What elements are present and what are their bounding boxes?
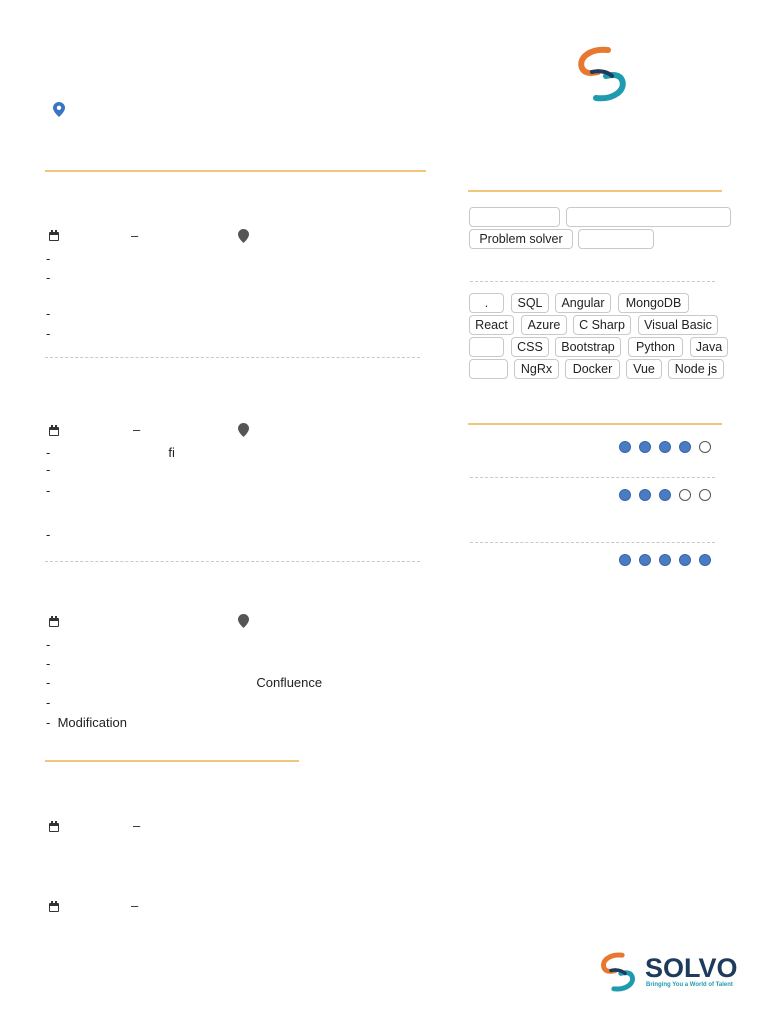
job-1-date-separator: – [131,228,139,243]
calendar-icon [49,903,59,912]
soft-skill-tag [566,207,731,227]
rating-dot-filled [639,489,651,501]
tech-skill-tag: CSS [511,337,549,357]
rating-dot-empty [699,489,711,501]
rating-dot-filled [659,441,671,453]
tech-skill-tag: SQL [511,293,549,313]
list-item: - [46,656,58,671]
rating-dot-filled [639,554,651,566]
list-item: - fi [46,445,175,460]
tech-skill-tag: Bootstrap [555,337,621,357]
solvo-footer-logo-mark [597,951,639,993]
languages-section-rule [468,423,722,425]
calendar-icon [49,427,59,436]
education-2-date-separator: – [131,898,139,913]
calendar-icon [49,823,59,832]
list-item: - [46,695,58,710]
tech-skill-tag: Azure [521,315,567,335]
skills-divider [470,281,715,282]
location-pin-icon [238,614,249,628]
language-rating [619,554,719,568]
rating-dot-filled [679,554,691,566]
language-rating [619,489,719,503]
rating-dot-filled [659,489,671,501]
experience-section-rule [45,170,426,172]
calendar-icon [49,232,59,241]
rating-dot-filled [659,554,671,566]
tech-skill-tag: Visual Basic [638,315,718,335]
footer-tagline: Bringing You a World of Talent [646,982,733,988]
list-item: - [46,483,58,498]
tech-skill-tag: Python [628,337,683,357]
calendar-icon [49,618,59,627]
list-item: - [46,306,58,321]
location-pin-icon [53,102,65,117]
language-rating [619,441,719,455]
rating-dot-empty [699,441,711,453]
education-1-date-separator: – [133,818,141,833]
list-item: - Confluence [46,675,323,690]
tech-skill-tag: MongoDB [618,293,689,313]
rating-dot-filled [639,441,651,453]
skills-section-rule [468,190,722,192]
tech-skill-tag: Vue [626,359,662,379]
footer-brand-name: SOLVO [645,953,738,983]
list-item: - [46,270,58,285]
list-item: - Modification [46,715,127,730]
education-section-rule [45,760,299,762]
list-item: - [46,637,58,652]
tech-skill-tag: C Sharp [573,315,631,335]
list-item: - [46,462,58,477]
job-divider [45,357,420,358]
rating-dot-filled [619,554,631,566]
tech-skill-tag: Angular [555,293,611,313]
job-divider [45,561,420,562]
list-item: - [46,527,58,542]
languages-divider [470,542,715,543]
tech-skill-tag: Node js [668,359,724,379]
soft-skill-tag: Problem solver [469,229,573,249]
soft-skill-tag [469,207,560,227]
soft-skill-tag [578,229,654,249]
solvo-logo-mark [572,46,632,102]
tech-skill-tag [469,337,504,357]
tech-skill-tag: Docker [565,359,620,379]
rating-dot-filled [699,554,711,566]
list-item: - [46,326,58,341]
rating-dot-empty [679,489,691,501]
rating-dot-filled [619,489,631,501]
tech-skill-tag [469,359,508,379]
tech-skill-tag: . [469,293,504,313]
rating-dot-filled [619,441,631,453]
tech-skill-tag: Java [690,337,728,357]
job-2-date-separator: – [133,422,141,437]
languages-divider [470,477,715,478]
rating-dot-filled [679,441,691,453]
location-pin-icon [238,229,249,243]
tech-skill-tag: React [469,315,514,335]
location-pin-icon [238,423,249,437]
tech-skill-tag: NgRx [514,359,559,379]
list-item: - [46,251,58,266]
